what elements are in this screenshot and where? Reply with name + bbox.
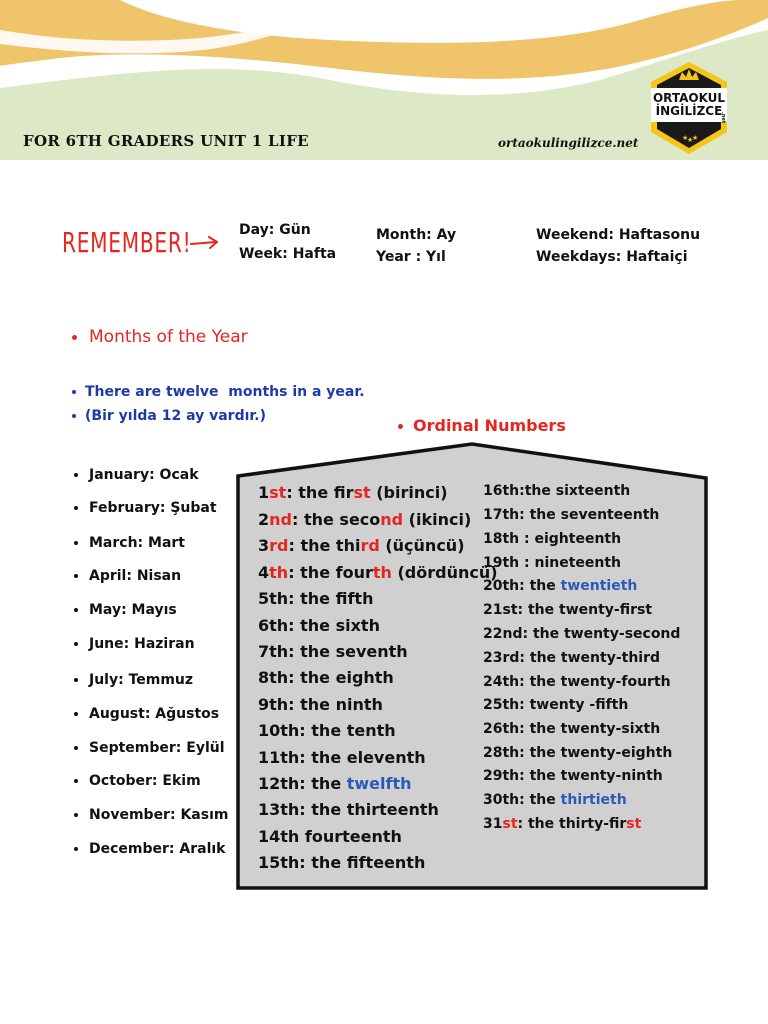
month-item — [74, 706, 219, 722]
ordinal-item — [258, 483, 448, 502]
ordinal-item — [483, 697, 628, 713]
ordinal-suffix: st — [502, 816, 518, 832]
ordinal-text: 30th: the — [483, 792, 561, 808]
vocab-day: Day: Gün — [239, 222, 311, 238]
ordinal-item — [258, 800, 439, 819]
ordinal-item — [258, 616, 380, 635]
ordinal-text: : the thirty-fir — [517, 816, 627, 832]
ordinal-text: (ikinci) — [403, 510, 472, 529]
month-text: September: Eylül — [89, 740, 225, 756]
ordinal-text: 29th: the twenty-ninth — [483, 768, 663, 784]
month-item — [74, 602, 177, 618]
vocab-week: Week: Hafta — [239, 246, 337, 262]
month-item — [74, 740, 225, 756]
ordinal-text: 8th: the eighth — [258, 668, 394, 687]
month-text: August: Ağustos — [89, 706, 220, 722]
bullet — [72, 335, 77, 340]
ordinal-number: 3 — [258, 536, 270, 555]
month-text: March: Mart — [89, 535, 185, 551]
month-text: January: Ocak — [89, 467, 199, 483]
ordinal-suffix: nd — [269, 510, 292, 529]
ordinal-text: 26th: the twenty-sixth — [483, 721, 661, 737]
ordinals-heading-text: Ordinal Numbers — [413, 416, 566, 435]
ordinal-text: 25th: twenty -fifth — [483, 697, 629, 713]
ordinal-item — [258, 853, 425, 872]
month-item — [74, 807, 228, 823]
ordinal-item — [258, 748, 426, 767]
bullet — [398, 424, 403, 429]
svg-text:★: ★ — [692, 134, 699, 142]
ordinals-heading — [398, 416, 566, 435]
months-note-en-text: There are twelve months in a year. — [85, 384, 365, 400]
ordinal-text: 13th: the thirteenth — [258, 800, 439, 819]
ordinal-text: 7th: the seventh — [258, 642, 408, 661]
vocab-weekend: Weekend: Haftasonu — [536, 227, 701, 243]
bullet — [74, 574, 78, 578]
bullet — [74, 847, 78, 851]
month-item — [74, 500, 217, 516]
ordinal-text: (üçüncü) — [379, 536, 465, 555]
months-heading-text: Months of the Year — [89, 327, 248, 347]
months-note-en — [72, 384, 365, 400]
month-item — [74, 672, 193, 688]
ordinal-item — [483, 816, 641, 832]
ordinal-text: 23rd: the twenty-third — [483, 650, 661, 666]
month-item — [74, 535, 185, 551]
ordinal-suffix: nd — [380, 510, 404, 529]
ordinal-text: 9th: the ninth — [258, 695, 383, 714]
month-item — [74, 841, 226, 857]
ordinal-text: 15th: the fifteenth — [258, 853, 426, 872]
bullet — [74, 473, 78, 477]
ordinal-item — [258, 827, 402, 846]
bullet — [72, 390, 76, 394]
ordinal-item — [483, 483, 630, 499]
ordinal-text: 24th: the twenty-fourth — [483, 674, 671, 690]
month-text: July: Temmuz — [89, 672, 194, 688]
vocab-year: Year : Yıl — [376, 249, 446, 265]
ordinal-item — [483, 507, 659, 523]
ordinal-item — [258, 536, 465, 555]
ordinal-suffix: st — [353, 483, 371, 502]
ordinal-item — [258, 642, 408, 661]
months-heading — [72, 327, 248, 347]
ordinal-number: 2 — [258, 510, 270, 529]
bullet — [74, 779, 78, 783]
ordinal-item — [483, 531, 621, 547]
ordinal-highlight: twentieth — [560, 578, 638, 594]
ordinal-text: 22nd: the twenty-second — [483, 626, 681, 642]
svg-text:★: ★ — [682, 134, 689, 142]
ordinal-item — [483, 745, 672, 761]
bullet — [74, 678, 78, 682]
ordinal-item — [483, 768, 663, 784]
logo-line-1: ORTAOKUL — [652, 91, 726, 105]
month-text: October: Ekim — [89, 773, 201, 789]
ordinal-number: 31 — [483, 816, 503, 832]
ordinal-suffix: th — [269, 563, 289, 582]
bullet — [74, 712, 78, 716]
ordinal-suffix: st — [269, 483, 287, 502]
ordinal-suffix: st — [626, 816, 642, 832]
ordinal-item — [483, 721, 660, 737]
ordinal-text: 16th:the sixteenth — [483, 483, 631, 499]
month-item — [74, 636, 195, 652]
bullet — [74, 541, 78, 545]
ordinal-text: 6th: the sixth — [258, 616, 380, 635]
website-url[interactable]: ortaokulingilizce.net — [498, 136, 639, 150]
month-item — [74, 773, 201, 789]
ordinal-item — [483, 602, 652, 618]
ordinal-text: 10th: the tenth — [258, 721, 396, 740]
bullet — [74, 506, 78, 510]
ordinal-item — [483, 792, 627, 808]
ordinal-suffix: th — [372, 563, 392, 582]
ordinal-text: : the seco — [291, 510, 381, 529]
remember-label: REMEMBER! — [62, 226, 192, 259]
ordinal-text: 20th: the — [483, 578, 561, 594]
month-text: April: Nisan — [89, 568, 182, 584]
ordinal-number: 4 — [258, 563, 270, 582]
vocab-month: Month: Ay — [376, 227, 457, 243]
worksheet-title: FOR 6TH GRADERS UNIT 1 LIFE — [23, 132, 309, 150]
ordinal-text: 18th : eighteenth — [483, 531, 622, 547]
ordinal-text: 21st: the twenty-first — [483, 602, 653, 618]
ordinal-text: : the fir — [286, 483, 354, 502]
ordinal-item — [483, 578, 637, 594]
month-text: May: Mayıs — [89, 602, 177, 618]
bullet — [74, 746, 78, 750]
ordinal-text: 28th: the twenty-eighth — [483, 745, 673, 761]
ordinal-item — [258, 721, 396, 740]
logo-net: .net — [720, 112, 726, 124]
ordinal-item — [483, 674, 671, 690]
ordinal-text: 11th: the eleventh — [258, 748, 426, 767]
month-text: June: Haziran — [89, 636, 195, 652]
logo-line-2: İNGİLİZCE — [655, 104, 723, 118]
month-text: November: Kasım — [89, 807, 229, 823]
ordinal-text: 5th: the fifth — [258, 589, 374, 608]
ordinal-text: 19th : nineteenth — [483, 555, 622, 571]
months-note-tr — [72, 408, 266, 424]
ordinal-item — [483, 650, 660, 666]
month-text: February: Şubat — [89, 500, 217, 516]
ordinal-item — [258, 774, 412, 793]
ordinal-item — [483, 555, 621, 571]
ordinal-suffix: rd — [269, 536, 289, 555]
ordinal-item — [258, 510, 471, 529]
svg-text:★: ★ — [687, 136, 694, 144]
ordinal-item — [483, 626, 680, 642]
month-item — [74, 568, 181, 584]
month-item — [74, 467, 199, 483]
ordinal-item — [258, 563, 498, 582]
ordinal-text: 14th fourteenth — [258, 827, 402, 846]
bullet — [74, 813, 78, 817]
ordinal-item — [258, 589, 373, 608]
ordinal-text: : the four — [288, 563, 373, 582]
ordinal-text: (birinci) — [370, 483, 448, 502]
vocab-weekdays: Weekdays: Haftaiçi — [536, 249, 688, 265]
ordinal-number: 1 — [258, 483, 270, 502]
ordinal-item — [258, 668, 394, 687]
ordinal-item — [258, 695, 383, 714]
ordinal-suffix: rd — [360, 536, 380, 555]
ordinal-highlight: thirtieth — [560, 792, 627, 808]
ordinal-text: (dördüncü) — [391, 563, 498, 582]
ordinal-text: 12th: the — [258, 774, 347, 793]
bullet — [72, 414, 76, 418]
bullet — [74, 642, 78, 646]
bullet — [74, 608, 78, 612]
ordinal-text: : the thi — [288, 536, 361, 555]
months-note-tr-text: (Bir yılda 12 ay vardır.) — [85, 408, 267, 424]
ordinal-highlight: twelfth — [346, 774, 412, 793]
ordinal-text: 17th: the seventeenth — [483, 507, 660, 523]
month-text: December: Aralık — [89, 841, 226, 857]
right-arrow-icon — [190, 236, 220, 250]
